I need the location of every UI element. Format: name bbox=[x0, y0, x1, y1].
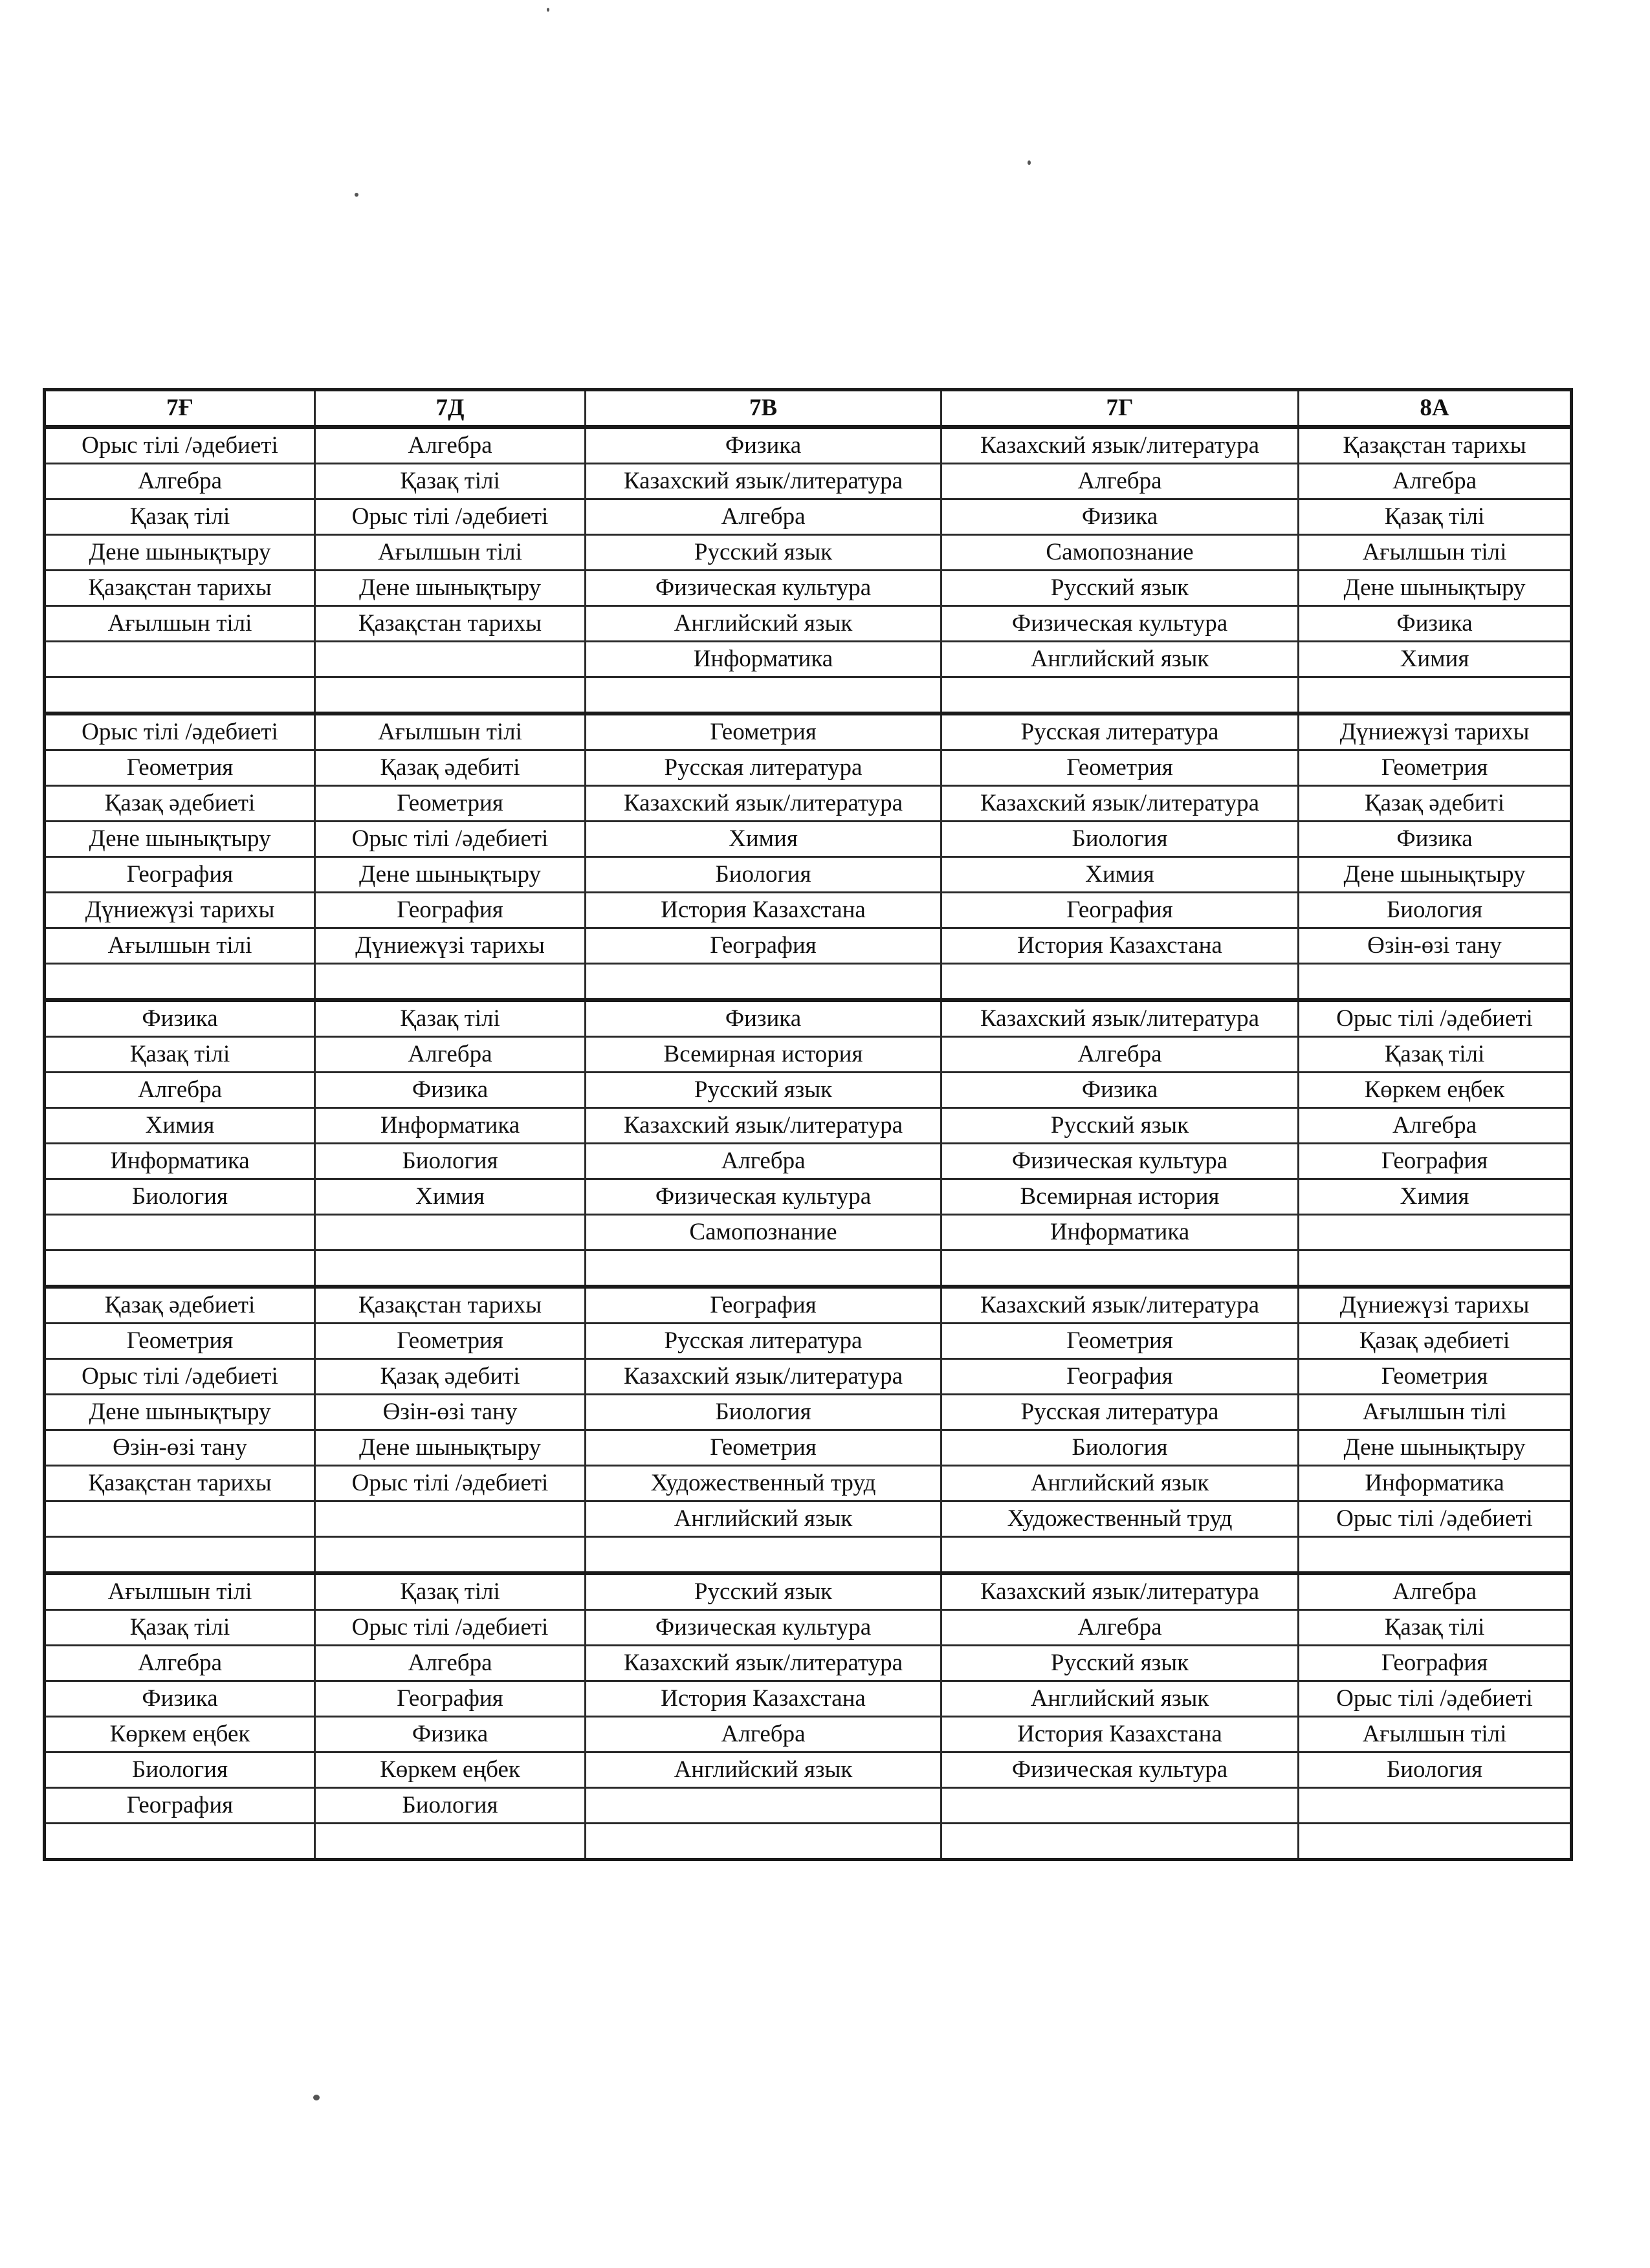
lesson-row bbox=[45, 1108, 1572, 1144]
lesson-row bbox=[45, 1037, 1572, 1073]
column-header: 7Г bbox=[941, 390, 1299, 428]
lesson-cell: Физика bbox=[1299, 606, 1572, 642]
lesson-cell: Английский язык bbox=[941, 642, 1299, 677]
lesson-cell: Биология bbox=[1299, 1752, 1572, 1788]
lesson-row bbox=[45, 1646, 1572, 1681]
lesson-row bbox=[45, 964, 1572, 1001]
lesson-cell: Орыс тілі /әдебиеті bbox=[1299, 1681, 1572, 1717]
lesson-cell: Английский язык bbox=[941, 1681, 1299, 1717]
lesson-cell: Русский язык bbox=[941, 1108, 1299, 1144]
lesson-cell: Ағылшын тілі bbox=[1299, 1395, 1572, 1430]
lesson-cell: Физическая культура bbox=[586, 571, 941, 606]
lesson-cell bbox=[1299, 1824, 1572, 1860]
lesson-cell: Қазақ тілі bbox=[1299, 1037, 1572, 1073]
lesson-row bbox=[45, 677, 1572, 714]
lesson-cell: Дүниежүзі тарихы bbox=[1299, 1287, 1572, 1324]
column-header: 8А bbox=[1299, 390, 1572, 428]
lesson-cell: Ағылшын тілі bbox=[315, 535, 586, 571]
lesson-cell: Қазақ тілі bbox=[315, 1573, 586, 1610]
lesson-cell: Қазақстан тарихы bbox=[45, 1466, 315, 1501]
lesson-cell: Дене шынықтыру bbox=[315, 571, 586, 606]
lesson-cell: Русский язык bbox=[941, 571, 1299, 606]
lesson-row bbox=[45, 535, 1572, 571]
lesson-cell: Алгебра bbox=[315, 427, 586, 464]
lesson-cell: Физика bbox=[315, 1717, 586, 1752]
lesson-row bbox=[45, 1573, 1572, 1610]
lesson-row bbox=[45, 1717, 1572, 1752]
lesson-cell: Казахский язык/литература bbox=[941, 786, 1299, 822]
lesson-cell: География bbox=[45, 1788, 315, 1824]
lesson-cell: Геометрия bbox=[45, 750, 315, 786]
lesson-row bbox=[45, 606, 1572, 642]
lesson-cell: Самопознание bbox=[586, 1215, 941, 1250]
lesson-cell: Биология bbox=[315, 1144, 586, 1179]
lesson-cell bbox=[315, 1824, 586, 1860]
column-header: 7В bbox=[586, 390, 941, 428]
lesson-cell: Геометрия bbox=[1299, 1359, 1572, 1395]
lesson-cell: Физика bbox=[586, 1000, 941, 1037]
lesson-cell: Алгебра bbox=[45, 1646, 315, 1681]
lesson-cell bbox=[586, 964, 941, 1001]
lesson-cell bbox=[941, 964, 1299, 1001]
lesson-cell bbox=[1299, 1537, 1572, 1574]
lesson-cell: Биология bbox=[315, 1788, 586, 1824]
lesson-cell: Алгебра bbox=[586, 1144, 941, 1179]
lesson-cell: Алгебра bbox=[1299, 464, 1572, 499]
scan-speck bbox=[1028, 160, 1031, 165]
lesson-cell bbox=[45, 642, 315, 677]
lesson-cell: Дене шынықтыру bbox=[45, 822, 315, 857]
lesson-cell: Қазақ тілі bbox=[315, 464, 586, 499]
lesson-cell: Алгебра bbox=[1299, 1573, 1572, 1610]
lesson-cell: Қазақ әдебиеті bbox=[45, 786, 315, 822]
lesson-cell: Информатика bbox=[45, 1144, 315, 1179]
lesson-cell: Қазақ әдебиеті bbox=[45, 1287, 315, 1324]
lesson-cell: Геометрия bbox=[586, 1430, 941, 1466]
lesson-cell: Орыс тілі /әдебиеті bbox=[315, 1610, 586, 1646]
lesson-cell: Дене шынықтыру bbox=[1299, 1430, 1572, 1466]
column-header: 7Д bbox=[315, 390, 586, 428]
lesson-cell bbox=[586, 1250, 941, 1287]
column-header: 7Ғ bbox=[45, 390, 315, 428]
lesson-cell: Дүниежүзі тарихы bbox=[315, 928, 586, 964]
lesson-cell: Физика bbox=[586, 427, 941, 464]
lesson-cell: Химия bbox=[586, 822, 941, 857]
lesson-cell: Информатика bbox=[941, 1215, 1299, 1250]
lesson-cell: Информатика bbox=[586, 642, 941, 677]
lesson-cell: Ағылшын тілі bbox=[1299, 1717, 1572, 1752]
lesson-row bbox=[45, 642, 1572, 677]
lesson-cell: Биология bbox=[45, 1179, 315, 1215]
lesson-row bbox=[45, 1000, 1572, 1037]
lesson-cell bbox=[45, 1824, 315, 1860]
lesson-row bbox=[45, 1324, 1572, 1359]
lesson-cell: Орыс тілі /әдебиеті bbox=[45, 427, 315, 464]
lesson-cell: Всемирная история bbox=[586, 1037, 941, 1073]
lesson-cell bbox=[45, 1250, 315, 1287]
lesson-cell: Английский язык bbox=[586, 1752, 941, 1788]
lesson-cell: Физическая культура bbox=[586, 1179, 941, 1215]
lesson-row bbox=[45, 822, 1572, 857]
lesson-cell: Қазақ әдебиті bbox=[315, 750, 586, 786]
lesson-cell bbox=[941, 1537, 1299, 1574]
lesson-row bbox=[45, 1144, 1572, 1179]
lesson-cell bbox=[1299, 1788, 1572, 1824]
lesson-cell: Русская литература bbox=[941, 1395, 1299, 1430]
lesson-cell: Физика bbox=[45, 1681, 315, 1717]
lesson-cell bbox=[941, 1824, 1299, 1860]
lesson-row bbox=[45, 1466, 1572, 1501]
lesson-cell bbox=[1299, 1215, 1572, 1250]
lesson-cell: Қазақстан тарихы bbox=[315, 606, 586, 642]
lesson-cell: Орыс тілі /әдебиеті bbox=[45, 1359, 315, 1395]
lesson-cell: Биология bbox=[45, 1752, 315, 1788]
lesson-cell: Дене шынықтыру bbox=[1299, 571, 1572, 606]
lesson-cell: Геометрия bbox=[315, 1324, 586, 1359]
lesson-cell: Физика bbox=[941, 499, 1299, 535]
lesson-cell: Алгебра bbox=[941, 1610, 1299, 1646]
lesson-cell: Художественный труд bbox=[941, 1501, 1299, 1537]
lesson-cell: Казахский язык/литература bbox=[586, 1646, 941, 1681]
lesson-cell: Английский язык bbox=[941, 1466, 1299, 1501]
lesson-cell: История Казахстана bbox=[586, 893, 941, 928]
lesson-cell: Геометрия bbox=[45, 1324, 315, 1359]
lesson-cell: География bbox=[315, 1681, 586, 1717]
lesson-cell: Физика bbox=[1299, 822, 1572, 857]
lesson-cell: Көркем еңбек bbox=[1299, 1073, 1572, 1108]
lesson-cell: География bbox=[45, 857, 315, 893]
lesson-cell: История Казахстана bbox=[941, 1717, 1299, 1752]
lesson-cell: Русский язык bbox=[586, 535, 941, 571]
lesson-cell: Геометрия bbox=[315, 786, 586, 822]
lesson-cell: Дене шынықтыру bbox=[315, 1430, 586, 1466]
scan-speck bbox=[355, 193, 358, 197]
lesson-cell: Қазақстан тарихы bbox=[1299, 427, 1572, 464]
lesson-cell: Қазақстан тарихы bbox=[315, 1287, 586, 1324]
lesson-cell: Физическая культура bbox=[586, 1610, 941, 1646]
lesson-row bbox=[45, 499, 1572, 535]
lesson-cell: Химия bbox=[1299, 642, 1572, 677]
lesson-cell bbox=[45, 964, 315, 1001]
lesson-row bbox=[45, 1610, 1572, 1646]
scan-speck bbox=[547, 8, 549, 12]
lesson-cell: Өзін-өзі тану bbox=[45, 1430, 315, 1466]
lesson-cell: Дене шынықтыру bbox=[45, 535, 315, 571]
lesson-cell: Русская литература bbox=[941, 714, 1299, 750]
lesson-cell: Английский язык bbox=[586, 1501, 941, 1537]
lesson-cell: Биология bbox=[586, 857, 941, 893]
lesson-cell: Биология bbox=[941, 822, 1299, 857]
lesson-cell: Дүниежүзі тарихы bbox=[45, 893, 315, 928]
lesson-cell: Қазақ тілі bbox=[1299, 499, 1572, 535]
lesson-row bbox=[45, 1215, 1572, 1250]
lesson-cell: Физика bbox=[315, 1073, 586, 1108]
lesson-row bbox=[45, 1501, 1572, 1537]
lesson-cell: Английский язык bbox=[586, 606, 941, 642]
lesson-cell: Геометрия bbox=[1299, 750, 1572, 786]
lesson-cell: Қазақ әдебиті bbox=[1299, 786, 1572, 822]
lesson-cell: Көркем еңбек bbox=[45, 1717, 315, 1752]
lesson-cell bbox=[45, 1215, 315, 1250]
lesson-cell: Дене шынықтыру bbox=[315, 857, 586, 893]
lesson-cell bbox=[315, 677, 586, 714]
scan-speck bbox=[313, 2095, 320, 2100]
lesson-row bbox=[45, 1824, 1572, 1860]
lesson-cell: Казахский язык/литература bbox=[586, 1359, 941, 1395]
lesson-row bbox=[45, 857, 1572, 893]
lesson-cell bbox=[315, 1537, 586, 1574]
lesson-cell: Орыс тілі /әдебиеті bbox=[315, 822, 586, 857]
lesson-cell: Ағылшын тілі bbox=[45, 606, 315, 642]
lesson-row bbox=[45, 571, 1572, 606]
lesson-cell: Казахский язык/литература bbox=[586, 786, 941, 822]
lesson-row bbox=[45, 1179, 1572, 1215]
lesson-cell: Өзін-өзі тану bbox=[1299, 928, 1572, 964]
lesson-cell: История Казахстана bbox=[586, 1681, 941, 1717]
lesson-cell: Физическая культура bbox=[941, 606, 1299, 642]
lesson-row bbox=[45, 427, 1572, 464]
lesson-cell: Алгебра bbox=[315, 1646, 586, 1681]
lesson-cell: Самопознание bbox=[941, 535, 1299, 571]
lesson-cell bbox=[1299, 677, 1572, 714]
lesson-row bbox=[45, 786, 1572, 822]
lesson-cell: География bbox=[941, 893, 1299, 928]
lesson-cell bbox=[1299, 964, 1572, 1001]
lesson-cell: Химия bbox=[1299, 1179, 1572, 1215]
lesson-cell: Русский язык bbox=[586, 1073, 941, 1108]
lesson-cell: Биология bbox=[1299, 893, 1572, 928]
lesson-row bbox=[45, 1430, 1572, 1466]
lesson-cell: Казахский язык/литература bbox=[941, 1000, 1299, 1037]
lesson-cell bbox=[1299, 1250, 1572, 1287]
lesson-cell bbox=[315, 642, 586, 677]
lesson-cell: Алгебра bbox=[1299, 1108, 1572, 1144]
lesson-cell: Дүниежүзі тарихы bbox=[1299, 714, 1572, 750]
lesson-cell: История Казахстана bbox=[941, 928, 1299, 964]
lesson-cell: Орыс тілі /әдебиеті bbox=[1299, 1501, 1572, 1537]
lesson-cell: Орыс тілі /әдебиеті bbox=[1299, 1000, 1572, 1037]
lesson-cell: Казахский язык/литература bbox=[586, 464, 941, 499]
lesson-cell: География bbox=[941, 1359, 1299, 1395]
lesson-row bbox=[45, 1681, 1572, 1717]
lesson-cell: Информатика bbox=[315, 1108, 586, 1144]
lesson-row bbox=[45, 1537, 1572, 1574]
lesson-cell: Казахский язык/литература bbox=[941, 427, 1299, 464]
lesson-cell: Физика bbox=[941, 1073, 1299, 1108]
lesson-cell: Казахский язык/литература bbox=[586, 1108, 941, 1144]
lesson-cell: Биология bbox=[586, 1395, 941, 1430]
lesson-row bbox=[45, 750, 1572, 786]
lesson-cell bbox=[315, 1215, 586, 1250]
lesson-cell: Русский язык bbox=[586, 1573, 941, 1610]
header-row bbox=[45, 390, 1572, 428]
lesson-cell bbox=[941, 677, 1299, 714]
lesson-cell: Ағылшын тілі bbox=[45, 1573, 315, 1610]
lesson-row bbox=[45, 1752, 1572, 1788]
lesson-cell: Қазақ тілі bbox=[1299, 1610, 1572, 1646]
lesson-cell bbox=[586, 1537, 941, 1574]
lesson-row bbox=[45, 1250, 1572, 1287]
lesson-cell: Көркем еңбек bbox=[315, 1752, 586, 1788]
lesson-cell: Қазақ тілі bbox=[45, 499, 315, 535]
lesson-cell: Химия bbox=[45, 1108, 315, 1144]
lesson-cell: Казахский язык/литература bbox=[941, 1573, 1299, 1610]
lesson-cell: Қазақ тілі bbox=[315, 1000, 586, 1037]
lesson-cell: География bbox=[315, 893, 586, 928]
lesson-cell: Алгебра bbox=[45, 1073, 315, 1108]
lesson-cell: География bbox=[586, 928, 941, 964]
lesson-row bbox=[45, 928, 1572, 964]
lesson-cell: Орыс тілі /әдебиеті bbox=[315, 499, 586, 535]
lesson-row bbox=[45, 464, 1572, 499]
lesson-row bbox=[45, 1788, 1572, 1824]
lesson-cell: География bbox=[1299, 1646, 1572, 1681]
lesson-cell: Дене шынықтыру bbox=[1299, 857, 1572, 893]
lesson-cell: Биология bbox=[941, 1430, 1299, 1466]
lesson-cell: Физическая культура bbox=[941, 1144, 1299, 1179]
lesson-cell: Ағылшын тілі bbox=[315, 714, 586, 750]
lesson-cell bbox=[941, 1788, 1299, 1824]
lesson-cell: Всемирная история bbox=[941, 1179, 1299, 1215]
lesson-cell: Қазақ тілі bbox=[45, 1037, 315, 1073]
lesson-cell: Химия bbox=[941, 857, 1299, 893]
lesson-cell: Орыс тілі /әдебиеті bbox=[315, 1466, 586, 1501]
lesson-cell: Казахский язык/литература bbox=[941, 1287, 1299, 1324]
lesson-cell bbox=[315, 1250, 586, 1287]
lesson-cell: Алгебра bbox=[586, 499, 941, 535]
lesson-cell: География bbox=[586, 1287, 941, 1324]
lesson-cell bbox=[45, 1537, 315, 1574]
lesson-cell: Русский язык bbox=[941, 1646, 1299, 1681]
lesson-cell: Геометрия bbox=[941, 1324, 1299, 1359]
lesson-cell: Химия bbox=[315, 1179, 586, 1215]
lesson-row bbox=[45, 893, 1572, 928]
lesson-cell: Қазақстан тарихы bbox=[45, 571, 315, 606]
lesson-cell: Орыс тілі /әдебиеті bbox=[45, 714, 315, 750]
lesson-cell: Алгебра bbox=[586, 1717, 941, 1752]
lesson-cell bbox=[941, 1250, 1299, 1287]
lesson-cell bbox=[315, 964, 586, 1001]
lesson-row bbox=[45, 1073, 1572, 1108]
lesson-row bbox=[45, 1359, 1572, 1395]
lesson-row bbox=[45, 1395, 1572, 1430]
lesson-cell: Қазақ әдебиеті bbox=[1299, 1324, 1572, 1359]
lesson-cell: Қазақ тілі bbox=[45, 1610, 315, 1646]
lesson-cell: Художественный труд bbox=[586, 1466, 941, 1501]
lesson-cell bbox=[586, 677, 941, 714]
lesson-cell: Алгебра bbox=[941, 464, 1299, 499]
lesson-row bbox=[45, 1287, 1572, 1324]
lesson-cell bbox=[586, 1788, 941, 1824]
lesson-cell: Ағылшын тілі bbox=[1299, 535, 1572, 571]
lesson-cell: Алгебра bbox=[45, 464, 315, 499]
lesson-cell bbox=[586, 1824, 941, 1860]
lesson-cell: Өзін-өзі тану bbox=[315, 1395, 586, 1430]
lesson-cell bbox=[315, 1501, 586, 1537]
lesson-cell: Русская литература bbox=[586, 750, 941, 786]
timetable bbox=[43, 388, 1573, 1861]
lesson-cell: Дене шынықтыру bbox=[45, 1395, 315, 1430]
lesson-cell bbox=[45, 677, 315, 714]
lesson-cell: Ағылшын тілі bbox=[45, 928, 315, 964]
lesson-cell: Геометрия bbox=[941, 750, 1299, 786]
lesson-cell bbox=[45, 1501, 315, 1537]
lesson-cell: Физическая культура bbox=[941, 1752, 1299, 1788]
lesson-cell: Алгебра bbox=[315, 1037, 586, 1073]
lesson-row bbox=[45, 714, 1572, 750]
lesson-cell: Физика bbox=[45, 1000, 315, 1037]
timetable-body bbox=[45, 427, 1572, 1860]
lesson-cell: Русская литература bbox=[586, 1324, 941, 1359]
lesson-cell: Алгебра bbox=[941, 1037, 1299, 1073]
lesson-cell: Геометрия bbox=[586, 714, 941, 750]
lesson-cell: География bbox=[1299, 1144, 1572, 1179]
lesson-cell: Қазақ әдебиті bbox=[315, 1359, 586, 1395]
lesson-cell: Информатика bbox=[1299, 1466, 1572, 1501]
